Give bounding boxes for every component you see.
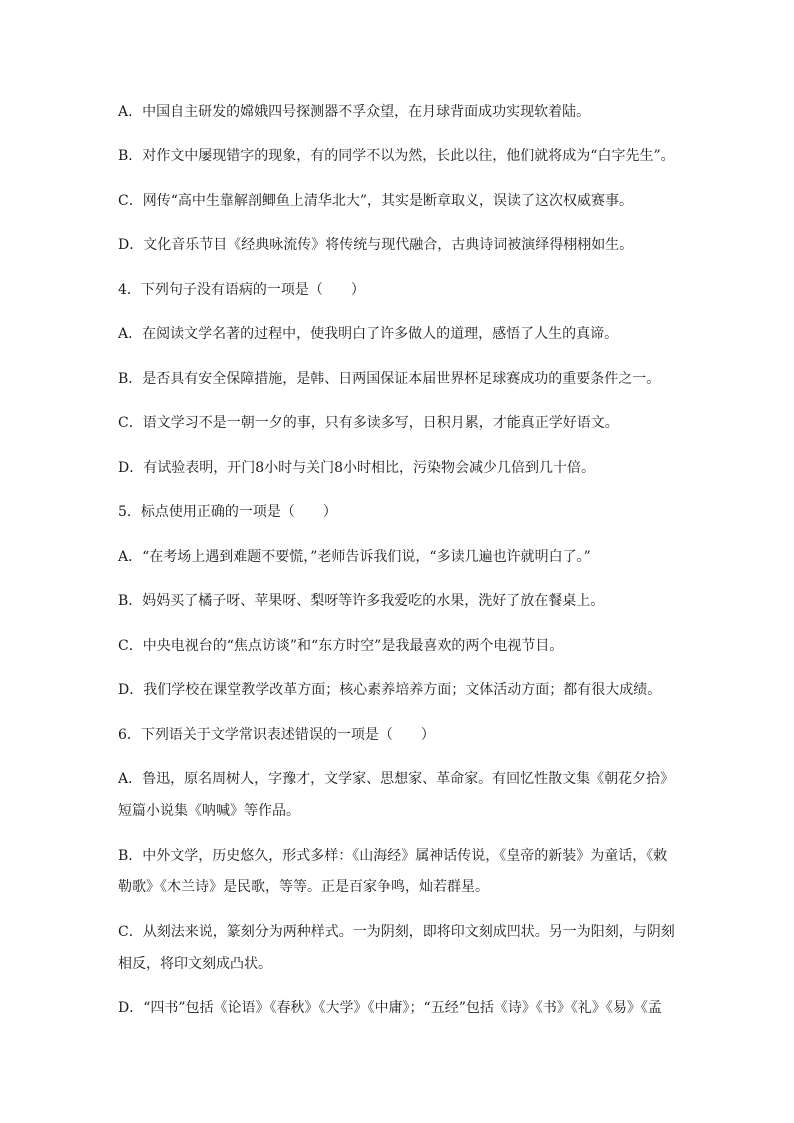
q4-option-b: B．是否具有安全保障措施，是韩、日两国保证本届世界杯足球赛成功的重要条件之一。	[118, 371, 661, 387]
option-c-line: C．网传“高中生靠解剖鲫鱼上清华北大”，其实是断章取义，误读了这次权威赛事。	[118, 193, 634, 209]
q5-option-a: A．“在考场上遇到难题不要慌，”老师告诉我们说，“多读几遍也许就明白了。”	[118, 549, 591, 565]
q4-option-c: C．语文学习不是一朝一夕的事，只有多读多写，日积月累，才能真正学好语文。	[118, 415, 619, 431]
q6-option-b-line1: B．中外文学，历史悠久，形式多样：《山海经》属神话传说，《皇帝的新装》为童话，《敕	[118, 848, 668, 864]
q4-option-d: D．有试验表明，开门8小时与关门8小时相比，污染物会减少几倍到几十倍。	[118, 460, 596, 476]
q6-option-b-line2: 勒歌》《木兰诗》是民歌，等等。正是百家争鸣，灿若群星。	[118, 879, 489, 895]
option-a-line: A．中国自主研发的嫦娥四号探测器不孚众望，在月球背面成功实现软着陆。	[118, 104, 591, 120]
question-5: 5．标点使用正确的一项是（ ）	[118, 504, 337, 520]
q5-option-d: D．我们学校在课堂教学改革方面；核心素养培养方面；文体活动方面；都有很大成绩。	[118, 682, 662, 698]
q6-option-c-line1: C．从刻法来说，篆刻分为两种样式。一为阴刻，即将印文刻成凹状。另一为阳刻，与阴刻	[118, 924, 675, 940]
question-4: 4．下列句子没有语病的一项是（ ）	[118, 282, 365, 298]
q4-option-a: A．在阅读文学名著的过程中，使我明白了许多做人的道理，感悟了人生的真谛。	[118, 326, 619, 342]
q6-option-a-line1: A．鲁迅，原名周树人，字豫才，文学家、思想家、革命家。有回忆性散文集《朝花夕拾》	[118, 771, 675, 787]
q6-option-c-line2: 相反，将印文刻成凸状。	[118, 956, 272, 972]
q5-option-c: C．中央电视台的“焦点访谈”和“东方时空”是我最喜欢的两个电视节目。	[118, 638, 564, 654]
option-b-line: B．对作文中屡现错字的现象，有的同学不以为然，长此以往，他们就将成为“白字先生”。	[118, 148, 675, 164]
q6-option-a-line2: 短篇小说集《呐喊》等作品。	[118, 803, 300, 819]
option-d-line: D．文化音乐节目《经典咏流传》将传统与现代融合，古典诗词被演绎得栩栩如生。	[118, 237, 634, 253]
question-6: 6．下列语关于文学常识表述错误的一项是（ ）	[118, 727, 435, 743]
q5-option-b: B．妈妈买了橘子呀、苹果呀、梨呀等许多我爱吃的水果，洗好了放在餐桌上。	[118, 593, 605, 609]
q6-option-d-line1: D．“四书”包括《论语》《春秋》《大学》《中庸》；“五经”包括《诗》《书》《礼》《易》《孟	[118, 1000, 662, 1016]
